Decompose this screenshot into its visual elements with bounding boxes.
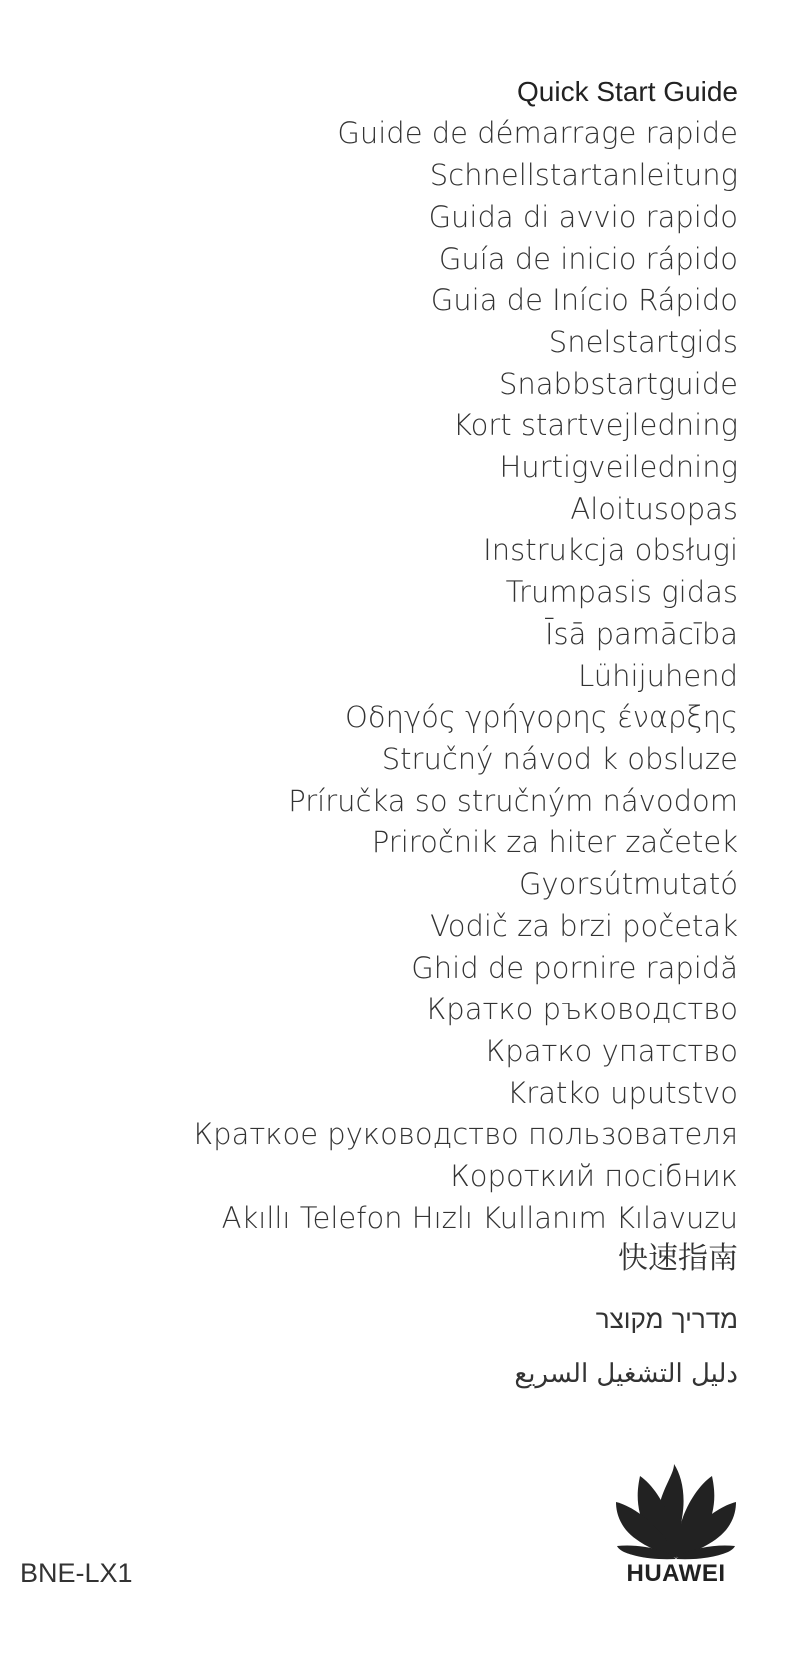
- guide-title: Snabbstartguide: [498, 367, 738, 401]
- model-number: BNE-LX1: [20, 1558, 133, 1588]
- guide-title: Kratko uputstvo: [507, 1076, 738, 1110]
- guide-title: Guida di avvio rapido: [428, 200, 738, 234]
- guide-title: 快速指南: [618, 1241, 738, 1276]
- guide-title: Кратко упатство: [485, 1034, 738, 1068]
- guide-title: Ghid de pornire rapidă: [411, 951, 738, 985]
- guide-title: Īsā pamācība: [544, 617, 738, 651]
- guide-title: Aloitusopas: [570, 492, 738, 526]
- guide-title: Quick Start Guide: [517, 76, 738, 107]
- guide-title: دليل التشغيل السريع: [514, 1359, 738, 1389]
- guide-title: Priročnik za hiter začetek: [371, 825, 738, 859]
- guide-title: Kort startvejledning: [453, 408, 738, 442]
- guide-title: Snelstartgids: [548, 325, 738, 359]
- guide-title: Príručka so stručným návodom: [288, 784, 738, 818]
- brand-logo: [614, 1462, 738, 1592]
- guide-title: Короткий посібник: [450, 1159, 738, 1193]
- guide-title: Guía de inicio rápido: [438, 242, 738, 276]
- huawei-petal-logo-icon: [616, 1462, 736, 1562]
- guide-title: מדריך מקוצר: [595, 1305, 738, 1335]
- guide-title: Trumpasis gidas: [505, 575, 738, 609]
- guide-title: Schnellstartanleitung: [429, 158, 738, 192]
- guide-title: Οδηγός γρήγορης έναρξης: [345, 700, 738, 734]
- guide-title: Lühijuhend: [578, 659, 738, 693]
- guide-title: Hurtigveiledning: [499, 450, 738, 484]
- guide-title: Кратко ръководство: [426, 992, 738, 1026]
- guide-title: Guide de démarrage rapide: [337, 116, 738, 150]
- guide-title: Stručný návod k obsluze: [381, 742, 738, 776]
- guide-title: Guia de Início Rápido: [430, 283, 738, 317]
- brand-wordmark: HUAWEI: [626, 1560, 726, 1587]
- guide-title: Краткое руководство пользователя: [193, 1117, 738, 1151]
- guide-title: Vodič za brzi početak: [430, 909, 738, 943]
- guide-title: Akıllı Telefon Hızlı Kullanım Kılavuzu: [221, 1201, 738, 1235]
- guide-title: Instrukcja obsługi: [483, 533, 738, 567]
- guide-title: Gyorsútmutató: [518, 867, 738, 901]
